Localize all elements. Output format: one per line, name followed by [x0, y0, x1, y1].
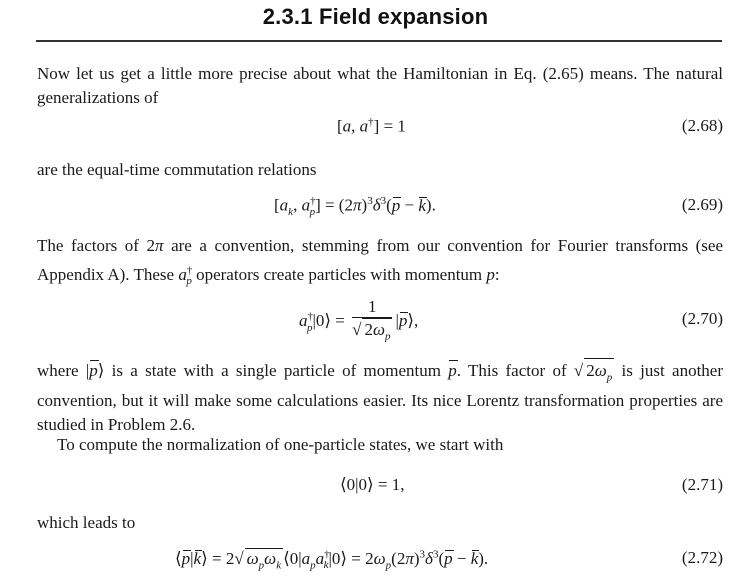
equation-2-68: [37, 116, 723, 146]
paragraph-factors: [37, 234, 723, 293]
paragraph-commutation: are the equal-time commutation relations: [37, 160, 317, 179]
equation-2-69-number: (2.69): [681, 195, 723, 214]
section-title: 2.3.1 Field expansion: [262, 4, 489, 29]
paragraph-leads-to: which leads to: [37, 513, 136, 532]
equation-2-68-number: (2.68): [681, 116, 723, 135]
equation-2-70: [37, 297, 723, 345]
equation-2-72-formula: ⟨p|k⟩ = 2√ $\omega_p\omega_k$ $⟨0|a_pa^\dagger_k|0⟩ = 2\omega_p(2\pi)^3\delta^3(p - k)$.: [175, 548, 489, 572]
equation-2-69: [37, 195, 723, 225]
equation-2-71-number: (2.71): [681, 475, 723, 494]
paragraph-factors-text: The factors of 2π are a convention, stemming from our convention for Fourier transforms (see Appendix A). These $a^\dagger_p$ operators create particles with momentum p:: [37, 236, 723, 288]
equation-2-70-formula: $a^\dagger_p|0⟩$ = $\frac{1}{√ 2\omega_p}$ |p⟩,: [299, 297, 418, 347]
equation-2-69-formula: [$a_k$, $a^\dagger_p] = (2\pi)^3\delta^3(p - k)$.: [274, 195, 436, 219]
equation-2-70-number: (2.70): [681, 309, 723, 328]
equation-2-72: [37, 548, 723, 578]
paragraph-intro: Now let us get a little more precise about what the Hamiltonian in Eq. (2.65) means. The natural generalizations of: [37, 64, 723, 107]
equation-2-71: [37, 475, 723, 505]
paragraph-normalization: To compute the normalization of one-particle states, we start with: [57, 435, 504, 454]
equation-2-71-formula: ⟨0|0⟩ = 1,: [340, 475, 405, 494]
paragraph-state: [37, 358, 723, 437]
title-rule: [36, 40, 722, 42]
equation-2-72-number: (2.72): [681, 548, 723, 567]
paragraph-state-text: where |p⟩ is a state with a single particle of momentum p. This factor of √ $2\omega_p$ is just another convention, but it will make some calculations easier. Its nice Lorentz transformation properties are studied in Problem 2.6.: [37, 361, 723, 434]
equation-2-68-formula: [a, a†] = 1: [337, 116, 406, 136]
